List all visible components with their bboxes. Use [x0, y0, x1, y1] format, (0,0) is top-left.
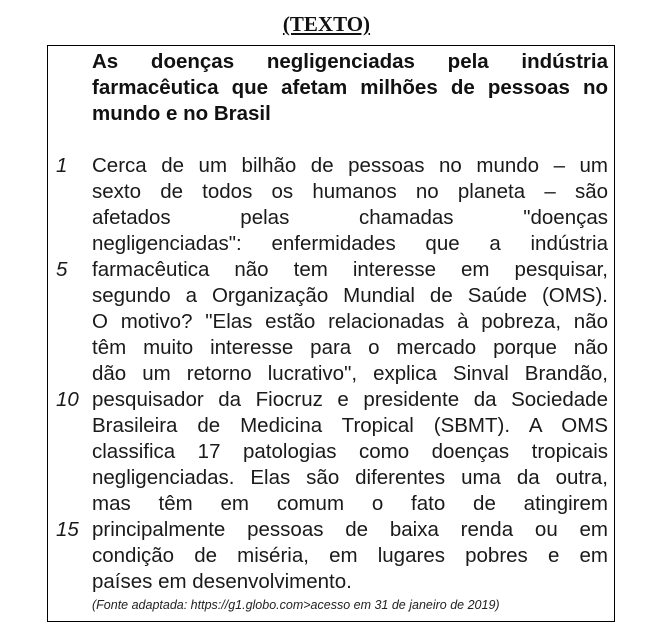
- text-line: [48, 569, 614, 595]
- text-line: [48, 361, 614, 387]
- line-text: mas têm em comum o fato de atingirem: [92, 492, 608, 515]
- line-text: Cerca de um bilhão de pessoas no mundo – um: [92, 154, 608, 177]
- line-text: farmacêutica não tem interesse em pesquisar,: [92, 258, 608, 281]
- text-line: [48, 491, 614, 517]
- line-text: países em desenvolvimento.: [92, 570, 352, 593]
- text-line: [48, 413, 614, 439]
- line-text: segundo a Organização Mundial de Saúde (OMS).: [92, 284, 608, 307]
- line-text: negligenciadas. Elas são diferentes uma da outra,: [92, 466, 608, 489]
- text-line: [48, 543, 614, 569]
- line-text: dão um retorno lucrativo", explica Sinval Brandão,: [92, 362, 608, 385]
- line-text: principalmente pessoas de baixa renda ou em: [92, 518, 608, 541]
- body-text: [48, 153, 614, 595]
- headline-line: farmacêutica que afetam milhões de pessoas no: [92, 76, 608, 99]
- line-text: negligenciadas": enfermidades que a indústria: [92, 232, 608, 255]
- line-text: sexto de todos os humanos no planeta – são: [92, 180, 608, 203]
- headline: [92, 49, 608, 127]
- line-number: 10: [56, 388, 79, 411]
- line-number: 1: [56, 154, 68, 177]
- line-text: têm muito interesse para o mercado porque não: [92, 336, 608, 359]
- line-number: 15: [56, 518, 79, 541]
- line-number: 5: [56, 258, 68, 281]
- text-box: [47, 45, 615, 622]
- headline-line: As doenças negligenciadas pela indústria: [92, 50, 608, 73]
- text-line: [48, 231, 614, 257]
- text-line: [48, 517, 614, 543]
- line-text: pesquisador da Fiocruz e presidente da Sociedade: [92, 388, 608, 411]
- text-line: [48, 387, 614, 413]
- text-line: [48, 257, 614, 283]
- text-line: [48, 153, 614, 179]
- text-line: [48, 283, 614, 309]
- line-text: condição de miséria, em lugares pobres e em: [92, 544, 608, 567]
- text-line: [48, 205, 614, 231]
- text-line: [48, 465, 614, 491]
- line-text: classifica 17 patologias como doenças tropicais: [92, 440, 608, 463]
- line-text: O motivo? "Elas estão relacionadas à pobreza, não: [92, 310, 608, 333]
- document-title: (TEXTO): [282, 12, 371, 36]
- text-line: [48, 335, 614, 361]
- text-line: [48, 179, 614, 205]
- headline-line: mundo e no Brasil: [92, 102, 271, 125]
- line-text: Brasileira de Medicina Tropical (SBMT). A OMS: [92, 414, 608, 437]
- text-line: [48, 309, 614, 335]
- line-text: afetados pelas chamadas "doenças: [92, 206, 608, 229]
- text-line: [48, 439, 614, 465]
- source-citation: (Fonte adaptada: https://g1.globo.com>acesso em 31 de janeiro de 2019): [92, 598, 500, 612]
